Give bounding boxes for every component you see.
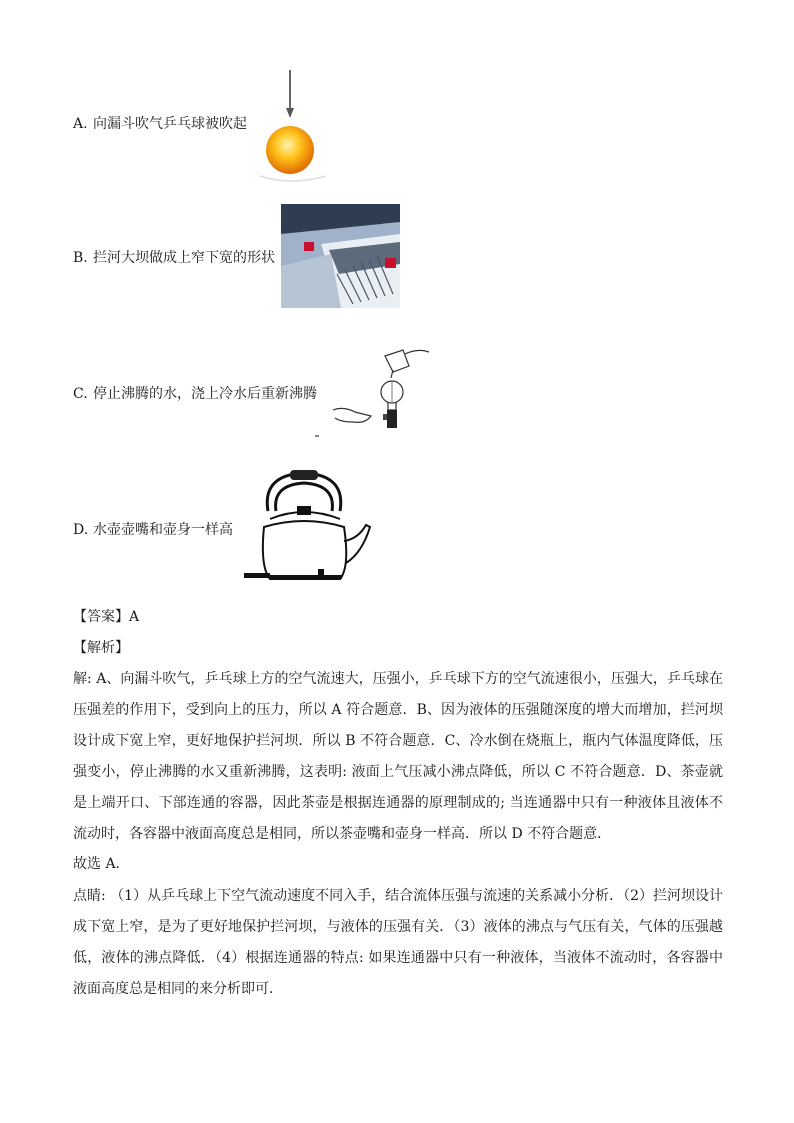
option-letter: D. <box>73 522 89 538</box>
analysis-text: 解: A、向漏斗吹气，乒乓球上方的空气流速大，压强小，乒乓球下方的空气流速很小，压强大，乒乓球在压强差的作用下，受到向上的压力，所以 A 符合题意．B、因为液体的压强随深度的增大而增加，拦河坝设计成下宽上窄，更好地保护拦河坝．所以 B 不符合题意．C、冷水倒在烧瓶上，瓶内气体温度降低，压强变小，停止沸腾的水又重新沸腾，这表明: 液面上气压减小沸点降低，所以 C 不符合题意．D、茶壶就是上端开口、下部连通的容器，因此茶壶是根据连通器的原理制成的; 当连通器中只有一种液体且液体不流动时，各容器中液面高度总是相同，所以茶壶嘴和壶身一样高．所以 D 不符合题意． <box>73 671 723 842</box>
option-a <box>73 114 247 134</box>
answer-line: 【答案】A <box>73 609 140 625</box>
option-letter: C. <box>73 386 88 402</box>
flask-cold-water-illustration <box>313 344 433 439</box>
option-letter: B. <box>73 250 88 266</box>
option-text: 向漏斗吹气乒乓球被吹起 <box>93 116 247 132</box>
option-d <box>73 520 233 540</box>
funnel-ping-pong-illustration <box>252 68 332 186</box>
option-text: 水壶壶嘴和壶身一样高 <box>93 522 233 538</box>
option-letter: A. <box>73 116 88 132</box>
option-c <box>73 384 317 404</box>
comment-text: 点睛: （1）从乒乓球上下空气流动速度不同入手，结合流体压强与流速的关系减小分析．（2）拦河坝设计成下宽上窄，是为了更好地保护拦河坝，与液体的压强有关．（3）液体的沸点与气压有关，气体的压强越低，液体的沸点降低．（4）根据连通器的特点: 如果连通器中只有一种液体，当液体不流动时，各容器中液面高度总是相同的来分析即可． <box>73 888 723 997</box>
conclusion-line: 故选 A． <box>73 856 130 872</box>
option-text: 停止沸腾的水，浇上冷水后重新沸腾 <box>93 386 317 402</box>
kettle-illustration <box>240 467 374 585</box>
option-text: 拦河大坝做成上窄下宽的形状 <box>93 250 275 266</box>
dam-photo-illustration <box>281 204 400 308</box>
option-b <box>73 248 275 268</box>
analysis-label: 【解析】 <box>73 640 129 656</box>
